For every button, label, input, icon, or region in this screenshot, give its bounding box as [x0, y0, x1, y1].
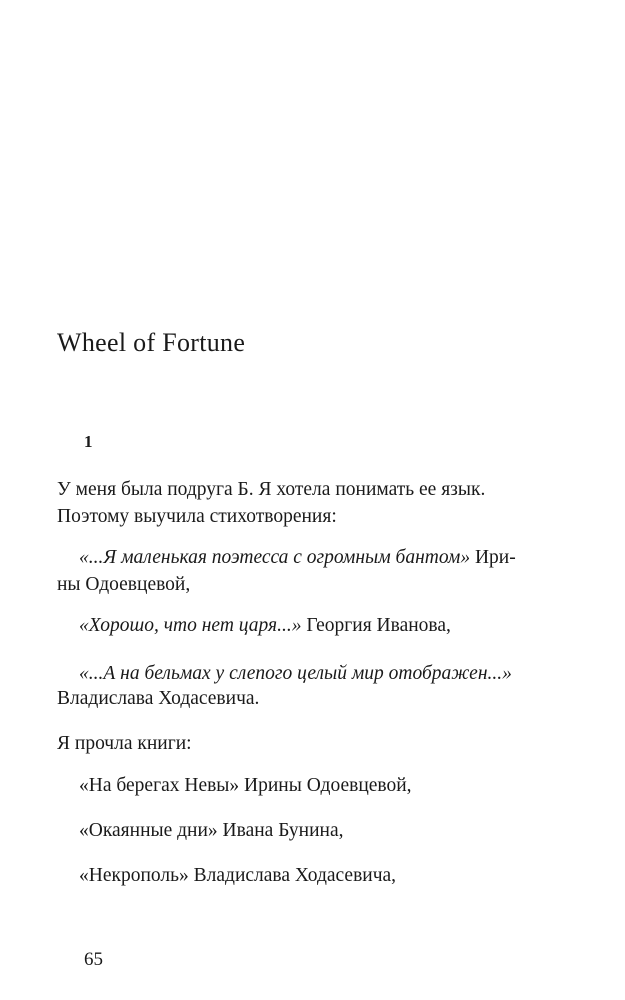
paragraph-poem-3	[79, 660, 577, 687]
books-intro: Я прочла книги:	[57, 733, 192, 754]
paragraph-poem-3-cont	[57, 685, 577, 712]
poem-1-author-part-2: ны Одоевцевой,	[57, 574, 191, 595]
book-3: «Некрополь» Владислава Ходасевича,	[79, 865, 397, 886]
poem-1-quote: «...Я маленькая поэтесса с огромным бантом»	[79, 547, 471, 568]
intro-line-1: У меня была подруга Б. Я хотела понимать ее язык.	[57, 479, 486, 500]
paragraph-intro	[57, 476, 577, 530]
poem-2-quote: «Хорошо, что нет царя...»	[79, 615, 302, 636]
poem-2-author: Георгия Иванова,	[301, 615, 451, 636]
book-2: «Окаянные дни» Ивана Бунина,	[79, 820, 344, 841]
intro-line-2: Поэтому выучила стихотворения:	[57, 506, 337, 527]
paragraph-poem-2	[79, 612, 577, 639]
chapter-title: Wheel of Fortune	[57, 328, 246, 357]
paragraph-poem-1	[79, 544, 577, 571]
paragraph-poem-1-cont	[57, 571, 577, 598]
paragraph-book-3	[79, 862, 577, 889]
book-1: «На берегах Невы» Ирины Одоевцевой,	[79, 775, 412, 796]
paragraph-book-2	[79, 817, 577, 844]
poem-3-quote: «...А на бельмах у слепого целый мир отображен...»	[79, 663, 512, 684]
section-number: 1	[84, 432, 93, 451]
paragraph-books-intro	[57, 730, 577, 757]
paragraph-book-1	[79, 772, 577, 799]
page-number: 65	[84, 949, 103, 970]
poem-3-author: Владислава Ходасевича.	[57, 688, 260, 709]
poem-1-author-part-1: Ири-	[470, 547, 516, 568]
